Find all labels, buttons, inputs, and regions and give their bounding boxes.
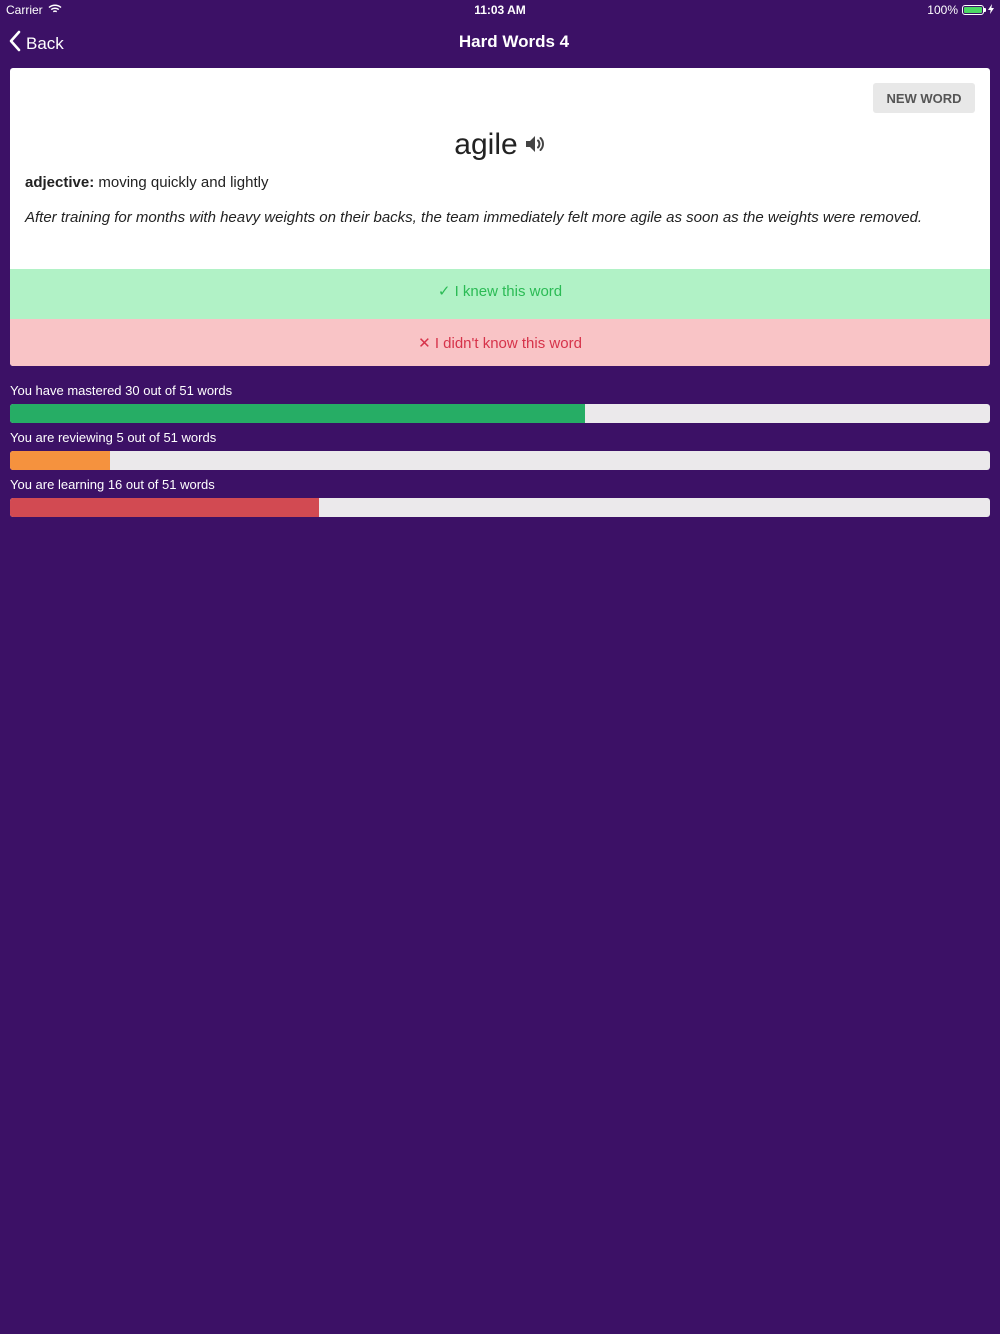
page-title: Hard Words 4 — [458, 32, 570, 51]
definition — [25, 174, 268, 191]
learning-label: You are learning 16 out of 51 words — [10, 477, 215, 492]
learning-progress-fill — [10, 498, 319, 517]
mastered-label: You have mastered 30 out of 51 words — [10, 383, 233, 398]
definition-text: moving quickly and lightly — [94, 174, 269, 191]
part-of-speech: adjective: — [25, 174, 95, 191]
nav-bar — [0, 20, 1000, 64]
back-label: Back — [26, 33, 64, 53]
learning-progress-bar — [10, 498, 990, 517]
status-time: 11:03 AM — [474, 3, 526, 17]
carrier-label: Carrier — [6, 3, 43, 17]
reviewing-progress-fill — [10, 451, 110, 470]
word-card — [10, 68, 990, 366]
word-text: agile — [454, 128, 518, 161]
battery-icon — [962, 5, 984, 15]
reviewing-label: You are reviewing 5 out of 51 words — [10, 430, 217, 445]
status-right — [927, 3, 994, 17]
new-word-button[interactable]: NEW WORD — [873, 83, 975, 113]
knew-word-button[interactable]: ✓ I knew this word — [10, 269, 990, 319]
didnt-know-word-button[interactable]: ✕ I didn't know this word — [10, 319, 990, 366]
mastered-progress-bar — [10, 404, 990, 423]
reviewing-progress-bar — [10, 451, 990, 470]
battery-percent: 100% — [927, 3, 958, 17]
status-bar — [0, 0, 1000, 20]
bolt-icon — [988, 3, 994, 17]
speaker-icon[interactable] — [524, 129, 546, 163]
mastered-progress-fill — [10, 404, 585, 423]
word-heading — [10, 128, 990, 163]
example-sentence: After training for months with heavy weights on their backs, the team immediately felt more agile as soon as the weights were removed. — [25, 209, 923, 226]
